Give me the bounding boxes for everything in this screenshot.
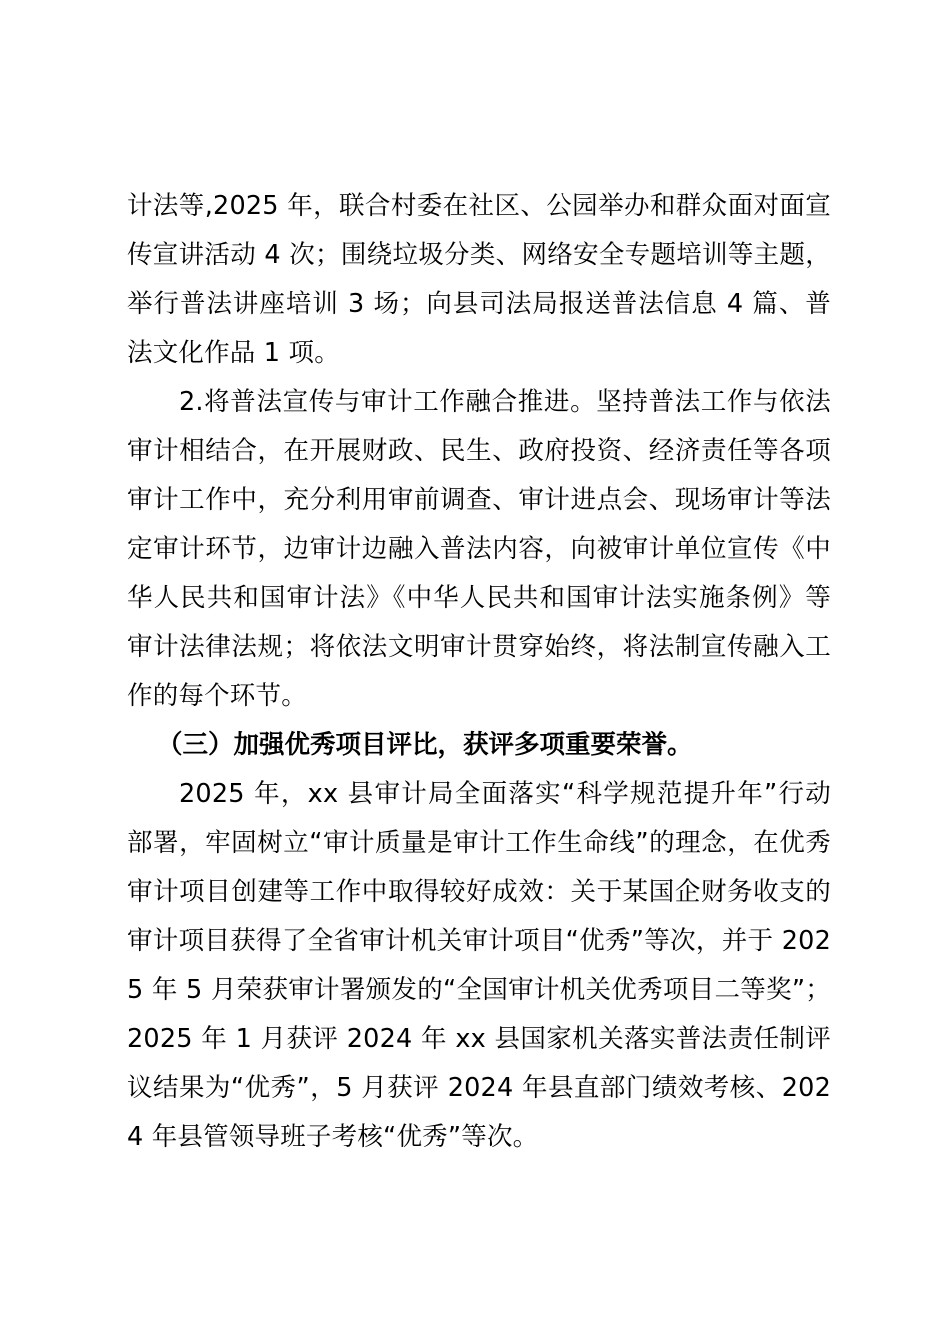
document-body — [127, 182, 831, 1162]
paragraph-honors-2025: 2025 年，xx 县审计局全面落实“科学规范提升年”行动部署，牢固树立“审计质量是审计工作生命线”的理念，在优秀审计项目创建等工作中取得较好成效：关于某国企财务收支的审计项目获得了全省审计机关审计项目“优秀”等次，并于 2025 年 5 月荣获审计署颁发的“全国审计机关优秀项目二等奖”；2025 年 1 月获评 2024 年 xx 县国家机关落实普法责任制评议结果为“优秀”，5 月获评 2024 年县直部门绩效考核、2024 年县管领导班子考核“优秀”等次。 — [127, 779, 831, 1152]
paragraph-continuation-legal-publicity: 计法等,2025 年，联合村委在社区、公园举办和群众面对面宣传宣讲活动 4 次；围绕垃圾分类、网络安全专题培训等主题，举行普法讲座培训 3 场；向县司法局报送普法信息 4 篇、普法文化作品 1 项。 — [127, 191, 831, 368]
paragraph-audit-integration: 2.将普法宣传与审计工作融合推进。坚持普法工作与依法审计相结合，在开展财政、民生、政府投资、经济责任等各项审计工作中，充分利用审前调查、审计进点会、现场审计等法定审计环节，边审计边融入普法内容，向被审计单位宣传《中华人民共和国审计法》《中华人民共和国审计法实施条例》等审计法律法规；将依法文明审计贯穿始终，将法制宣传融入工作的每个环节。 — [127, 387, 831, 711]
section-heading-excellent-projects: （三）加强优秀项目评比，获评多项重要荣誉。 — [157, 730, 693, 760]
